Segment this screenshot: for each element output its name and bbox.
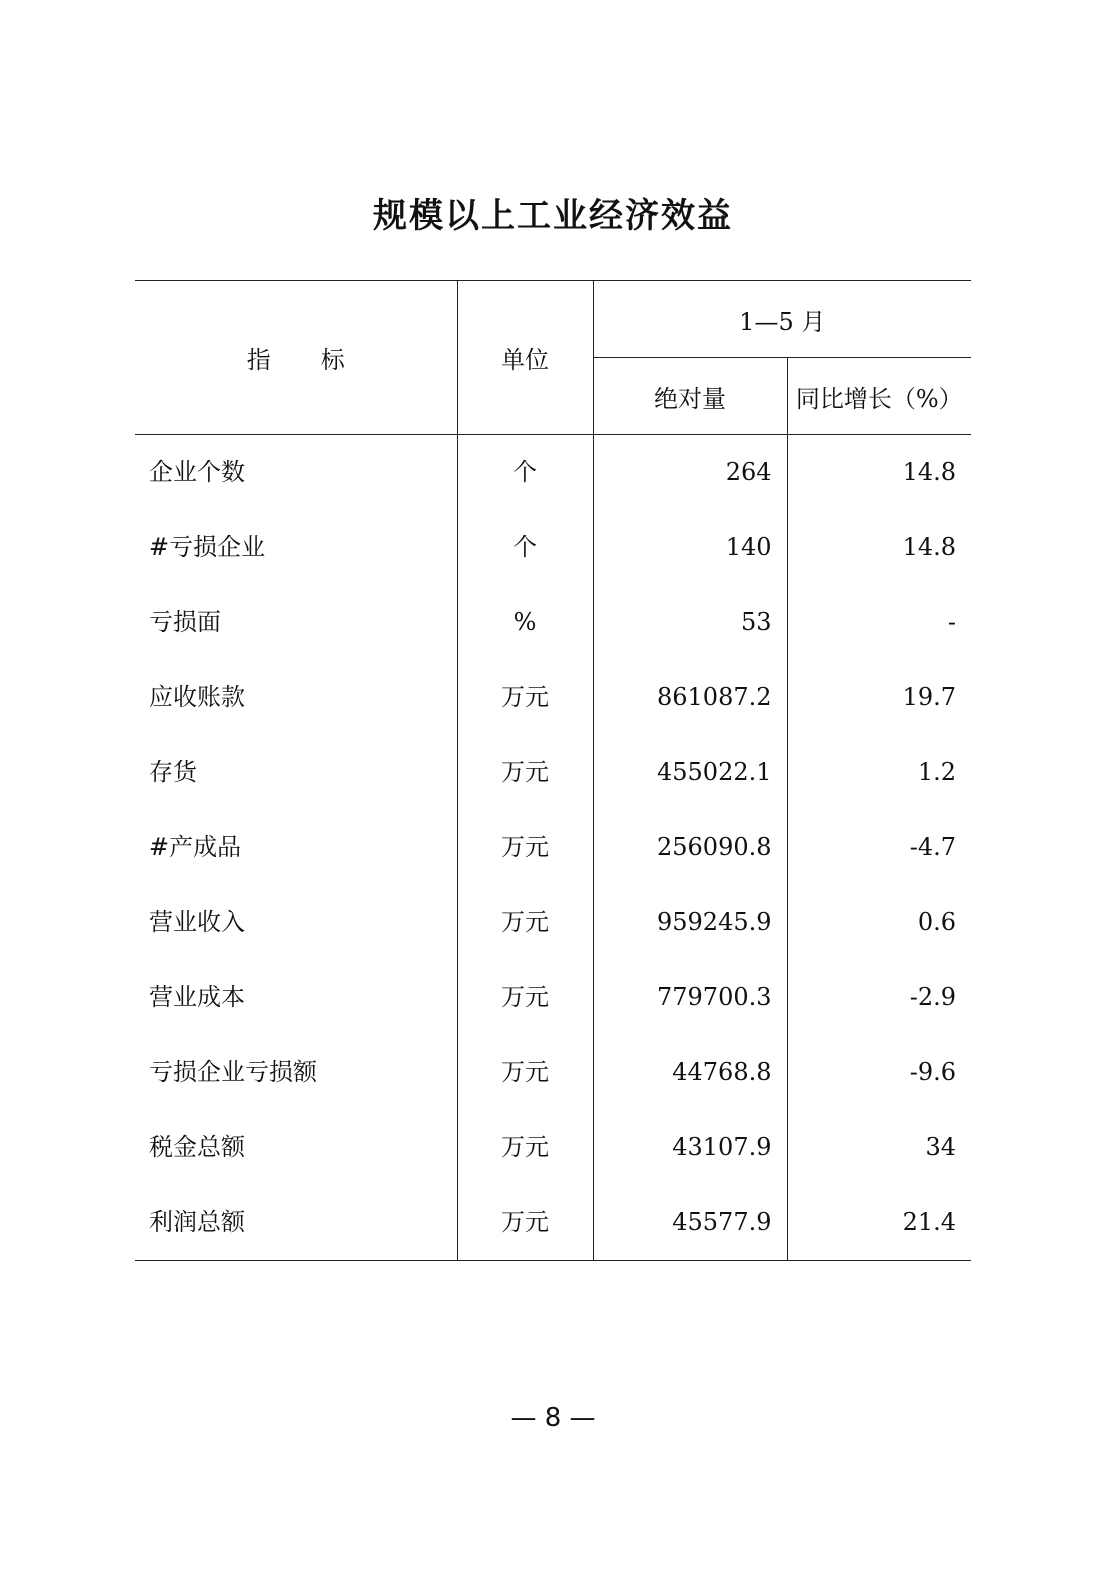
row-absolute-value: 43107.9 (593, 1110, 787, 1185)
row-indicator-name: 营业收入 (135, 885, 457, 960)
row-indicator-name: 利润总额 (135, 1185, 457, 1261)
row-unit: 个 (457, 435, 593, 511)
row-unit: 万元 (457, 885, 593, 960)
row-indicator-name: 企业个数 (135, 435, 457, 511)
row-yoy-growth: -4.7 (909, 833, 957, 861)
row-unit: 万元 (457, 1110, 593, 1185)
row-unit: 万元 (457, 660, 593, 735)
row-yoy-growth: 19.7 (902, 683, 957, 711)
row-absolute-value: 779700.3 (593, 960, 787, 1035)
row-yoy-growth: 34 (925, 1133, 957, 1161)
row-absolute-value: 44768.8 (593, 1035, 787, 1110)
row-indicator-name: #亏损企业 (135, 510, 457, 585)
table-row (135, 585, 971, 660)
row-absolute-value: 140 (593, 510, 787, 585)
page-title: 规模以上工业经济效益 (373, 196, 733, 236)
column-header-unit: 单位 (457, 281, 593, 435)
row-indicator-name: #产成品 (135, 810, 457, 885)
row-absolute-value: 45577.9 (593, 1185, 787, 1261)
table-row (135, 660, 971, 735)
row-indicator-name: 亏损企业亏损额 (135, 1035, 457, 1110)
row-yoy-growth: - (947, 608, 957, 636)
row-yoy-growth: 14.8 (902, 458, 957, 486)
statistics-table (135, 280, 971, 1261)
row-unit: 万元 (457, 1035, 593, 1110)
row-unit: % (457, 585, 593, 660)
table-row (135, 960, 971, 1035)
row-absolute-value: 861087.2 (593, 660, 787, 735)
table-row (135, 510, 971, 585)
table-row (135, 1035, 971, 1110)
row-yoy-growth: 21.4 (787, 1185, 971, 1261)
page-number: — 8 — (510, 1403, 596, 1433)
table-row (135, 435, 971, 511)
table-header-row (135, 281, 971, 358)
table-row (135, 1110, 971, 1185)
row-indicator-name: 存货 (135, 735, 457, 810)
row-absolute-value: 256090.8 (593, 810, 787, 885)
row-yoy-growth: 14.8 (902, 533, 957, 561)
row-unit: 万元 (457, 735, 593, 810)
row-absolute-value: 959245.9 (593, 885, 787, 960)
row-unit: 万元 (457, 960, 593, 1035)
row-absolute-value: 455022.1 (593, 735, 787, 810)
row-unit: 个 (457, 510, 593, 585)
row-unit: 万元 (457, 1185, 593, 1261)
row-absolute-value: 53 (593, 585, 787, 660)
table-row (135, 885, 971, 960)
table-body (135, 435, 971, 1261)
table-row (135, 735, 971, 810)
row-indicator-name: 应收账款 (135, 660, 457, 735)
table-row (135, 1185, 971, 1261)
indicator-header-char-1: 指 (246, 346, 271, 374)
indicator-header-char-2: 标 (320, 346, 345, 374)
row-yoy-growth: -9.6 (909, 1058, 957, 1086)
row-absolute-value: 264 (593, 435, 787, 511)
row-indicator-name: 亏损面 (135, 585, 457, 660)
column-header-indicator (135, 281, 457, 435)
row-yoy-growth: 0.6 (917, 908, 957, 936)
row-yoy-growth: 1.2 (917, 758, 957, 786)
column-header-period: 1—5 月 (593, 281, 971, 358)
column-header-yoy-growth: 同比增长（%） (787, 358, 971, 435)
row-indicator-name: 税金总额 (135, 1110, 457, 1185)
row-unit: 万元 (457, 810, 593, 885)
row-indicator-name: 营业成本 (135, 960, 457, 1035)
column-header-absolute: 绝对量 (593, 358, 787, 435)
row-yoy-growth: -2.9 (909, 983, 957, 1011)
table-row (135, 810, 971, 885)
